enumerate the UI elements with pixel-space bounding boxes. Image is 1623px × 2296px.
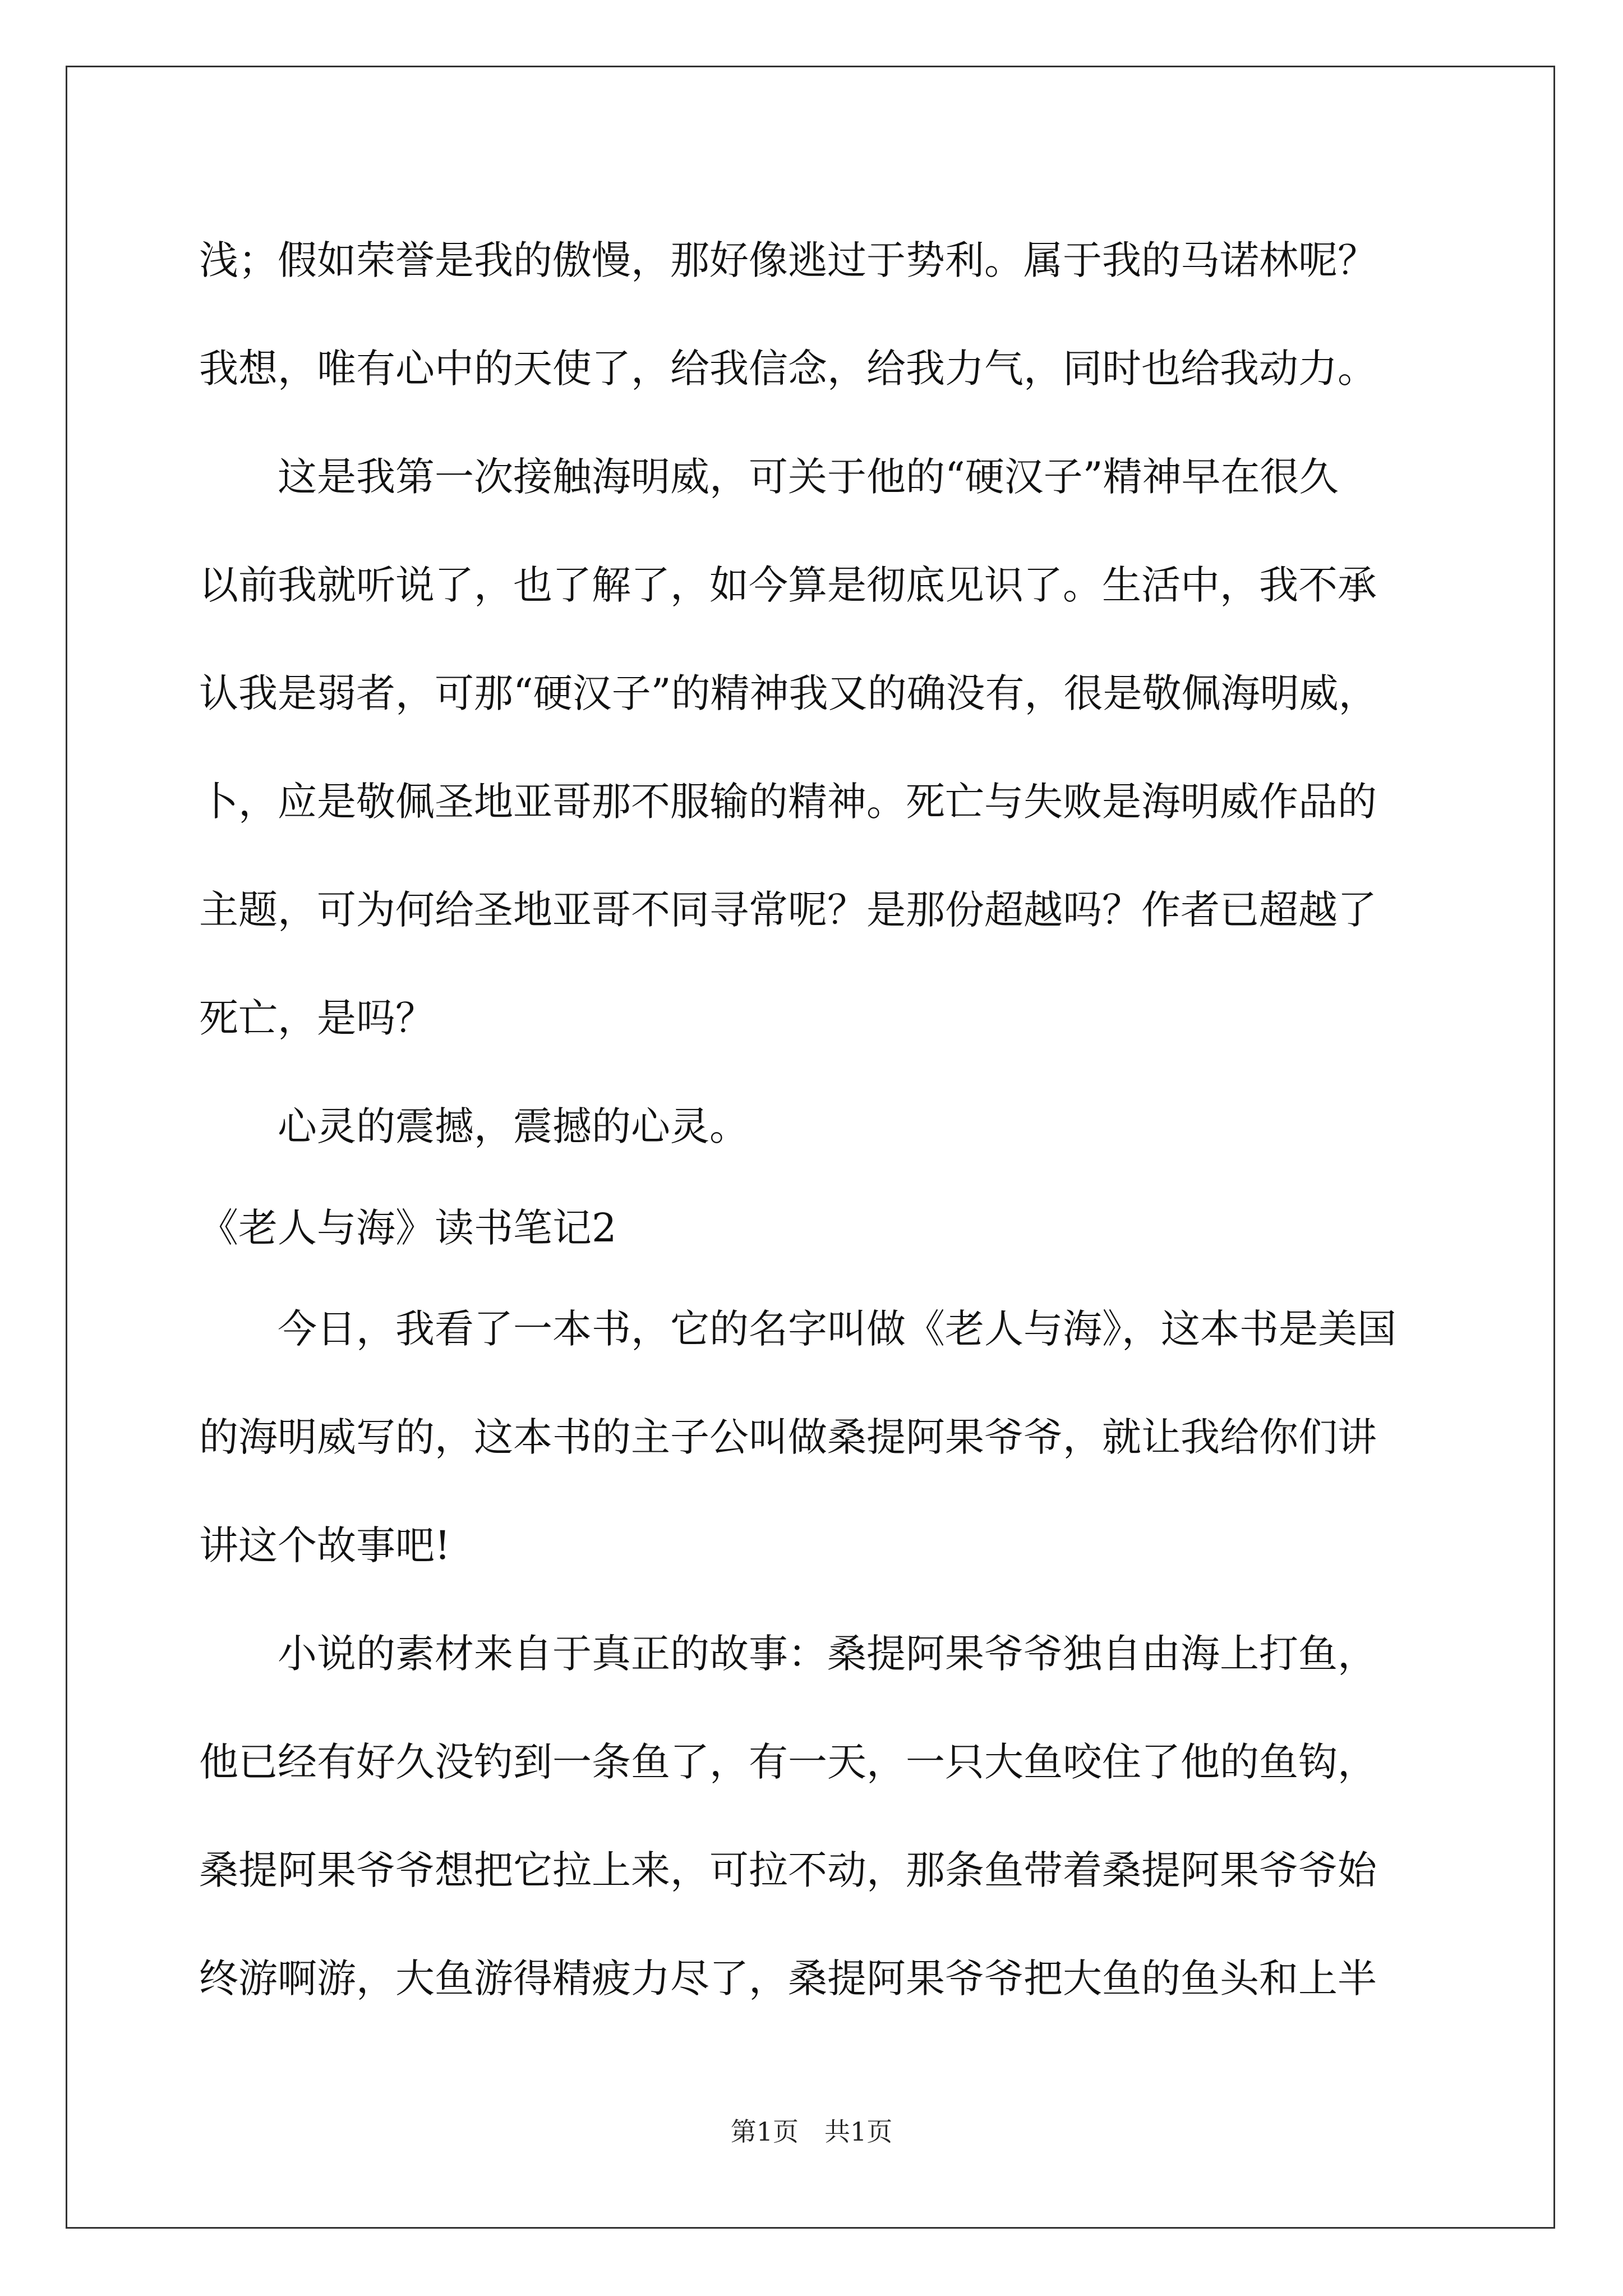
text-line: 这是我第一次接触海明威，可关于他的“硬汉子”精神早在很久: [199, 454, 1339, 500]
text-line: 的海明威写的，这本书的主子公叫做桑提阿果爷爷，就让我给你们讲: [199, 1414, 1377, 1460]
text-line: 卜，应是敬佩圣地亚哥那不服输的精神。死亡与失败是海明威作品的: [199, 779, 1377, 825]
text-line: 认我是弱者，可那“硬汉子”的精神我又的确没有，很是敬佩海明威，: [199, 670, 1378, 716]
text-line: 他已经有好久没钓到一条鱼了，有一天，一只大鱼咬住了他的鱼钩，: [199, 1739, 1377, 1785]
page-number-footer: 第1页 共1页: [730, 2116, 893, 2147]
text-line: 桑提阿果爷爷想把它拉上来，可拉不动，那条鱼带着桑提阿果爷爷始: [199, 1847, 1377, 1893]
text-line: 心灵的震撼，震撼的心灵。: [199, 1103, 749, 1149]
text-line: 死亡，是吗？: [199, 995, 435, 1041]
document-body: [199, 206, 1433, 2033]
text-line: 我想，唯有心中的天使了，给我信念，给我力气，同时也给我动力。: [199, 346, 1377, 392]
text-line: 今日，我看了一本书，它的名字叫做《老人与海》，这本书是美国: [199, 1306, 1396, 1352]
text-line: 小说的素材来自于真正的故事：桑提阿果爷爷独自由海上打鱼，: [199, 1631, 1377, 1677]
text-line: 以前我就听说了，也了解了，如今算是彻底见识了。生活中，我不承: [199, 562, 1377, 608]
text-line: 讲这个故事吧!: [199, 1522, 451, 1568]
text-line: 终游啊游，大鱼游得精疲力尽了，桑提阿果爷爷把大鱼的鱼头和上半: [199, 1955, 1377, 2001]
text-line: 主题，可为何给圣地亚哥不同寻常呢？是那份超越吗？作者已超越了: [199, 887, 1377, 933]
section-heading: 《老人与海》读书笔记2: [199, 1205, 617, 1251]
text-line: 浅；假如荣誉是我的傲慢，那好像逃过于势利。属于我的马诺林呢？: [199, 237, 1377, 283]
